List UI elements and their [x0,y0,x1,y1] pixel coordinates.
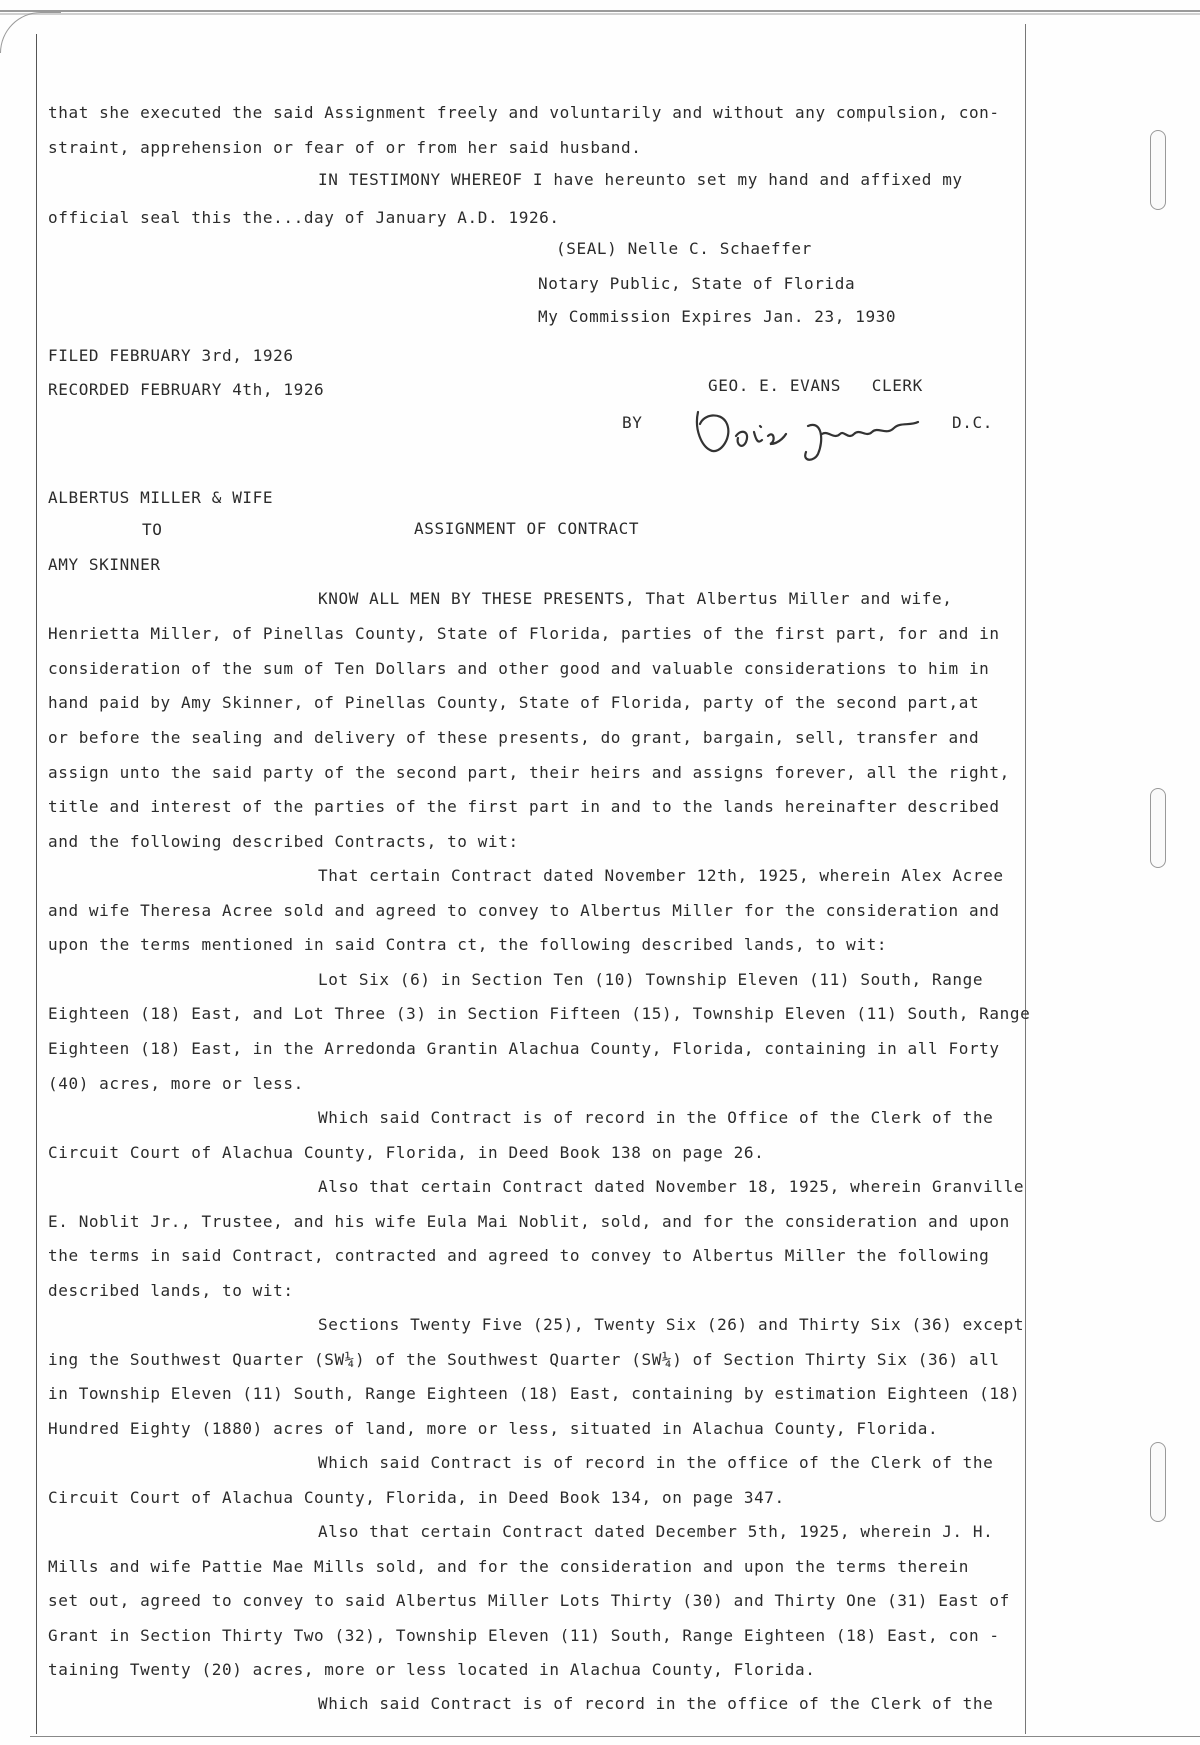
text-line: Also that certain Contract dated November 18, 1925, wherein Granville [318,1177,1025,1196]
text-line: title and interest of the parties of the first part in and to the lands hereinafter described [48,797,1000,816]
text-line: Mills and wife Pattie Mae Mills sold, and for the consideration and upon the terms therein [48,1557,969,1576]
text-line: taining Twenty (20) acres, more or less located in Alachua County, Florida. [48,1660,816,1679]
left-margin-line [36,34,37,1734]
text-line: upon the terms mentioned in said Contra ct, the following described lands, to wit: [48,935,888,954]
text-line: Grant in Section Thirty Two (32), Township Eleven (11) South, Range Eighteen (18) East, con - [48,1626,1000,1645]
handwritten-signature [690,400,930,464]
text-line: hand paid by Amy Skinner, of Pinellas County, State of Florida, party of the second part,at [48,693,980,712]
text-line: E. Noblit Jr., Trustee, and his wife Eula Mai Noblit, sold, and for the consideration and upon [48,1212,1010,1231]
by-label: BY [622,413,643,432]
text-line: Eighteen (18) East, and Lot Three (3) in Section Fifteen (15), Township Eleven (11) South, Range [48,1004,1031,1023]
text-line: the terms in said Contract, contracted and agreed to convey to Albertus Miller the following [48,1246,990,1265]
text-line: Also that certain Contract dated December 5th, 1925, wherein J. H. [318,1522,994,1541]
text-line: Henrietta Miller, of Pinellas County, State of Florida, parties of the first part, for and in [48,624,1000,643]
text-line: Circuit Court of Alachua County, Florida, in Deed Book 134, on page 347. [48,1488,785,1507]
notary-title: Notary Public, State of Florida [538,274,856,293]
recorded-date: RECORDED FEBRUARY 4th, 1926 [48,380,325,399]
text-line: Eighteen (18) East, in the Arredonda Grantin Alachua County, Florida, containing in all Forty [48,1039,1000,1058]
text-line: IN TESTIMONY WHEREOF I have hereunto set my hand and affixed my [318,170,963,189]
clerk-name: GEO. E. EVANS CLERK [708,376,923,395]
text-line: Sections Twenty Five (25), Twenty Six (26) and Thirty Six (36) except [318,1315,1025,1334]
text-line: Which said Contract is of record in the office of the Clerk of the [318,1694,994,1713]
text-line: Circuit Court of Alachua County, Florida, in Deed Book 138 on page 26. [48,1143,765,1162]
binder-punch-hole-icon [1150,788,1166,868]
text-line: (40) acres, more or less. [48,1074,304,1093]
text-line: Hundred Eighty (1880) acres of land, more or less, situated in Alachua County, Florida. [48,1419,939,1438]
text-line: set out, agreed to convey to said Albertus Miller Lots Thirty (30) and Thirty One (31) East of [48,1591,1010,1610]
text-line: ing the Southwest Quarter (SW¼) of the Southwest Quarter (SW¼) of Section Thirty Six (36) all [48,1350,1000,1369]
top-border-line [0,10,1200,12]
binder-punch-hole-icon [1150,130,1166,210]
text-line: assign unto the said party of the second part, their heirs and assigns forever, all the right, [48,763,1010,782]
text-line: in Township Eleven (11) South, Range Eighteen (18) East, containing by estimation Eighteen (18) [48,1384,1021,1403]
right-margin-line [1025,24,1026,1734]
text-line: Which said Contract is of record in the Office of the Clerk of the [318,1108,994,1127]
filed-date: FILED FEBRUARY 3rd, 1926 [48,346,294,365]
notary-commission: My Commission Expires Jan. 23, 1930 [538,307,897,326]
top-left-corner-curve [0,12,61,53]
deputy-clerk-label: D.C. [952,413,993,432]
text-line: official seal this the...day of January A.D. 1926. [48,208,560,227]
text-line: consideration of the sum of Ten Dollars and other good and valuable considerations to him in [48,659,990,678]
text-line: KNOW ALL MEN BY THESE PRESENTS, That Albertus Miller and wife, [318,589,953,608]
to-label: TO [142,520,163,539]
bottom-border-line [30,1736,1200,1737]
text-line: straint, apprehension or fear of or from her said husband. [48,138,642,157]
grantee-name: AMY SKINNER [48,555,161,574]
grantor-name: ALBERTUS MILLER & WIFE [48,488,274,507]
text-line: and the following described Contracts, to wit: [48,832,519,851]
text-line: Lot Six (6) in Section Ten (10) Township Eleven (11) South, Range [318,970,984,989]
notary-seal-line: (SEAL) Nelle C. Schaeffer [556,239,812,258]
document-title: ASSIGNMENT OF CONTRACT [414,519,640,538]
binder-punch-hole-icon [1150,1442,1166,1522]
text-line: Which said Contract is of record in the office of the Clerk of the [318,1453,994,1472]
text-line: and wife Theresa Acree sold and agreed to convey to Albertus Miller for the consideration and [48,901,1000,920]
text-line: That certain Contract dated November 12th, 1925, wherein Alex Acree [318,866,1004,885]
text-line: described lands, to wit: [48,1281,294,1300]
text-line: or before the sealing and delivery of these presents, do grant, bargain, sell, transfer and [48,728,980,747]
text-line: that she executed the said Assignment freely and voluntarily and without any compulsion, con- [48,103,1000,122]
